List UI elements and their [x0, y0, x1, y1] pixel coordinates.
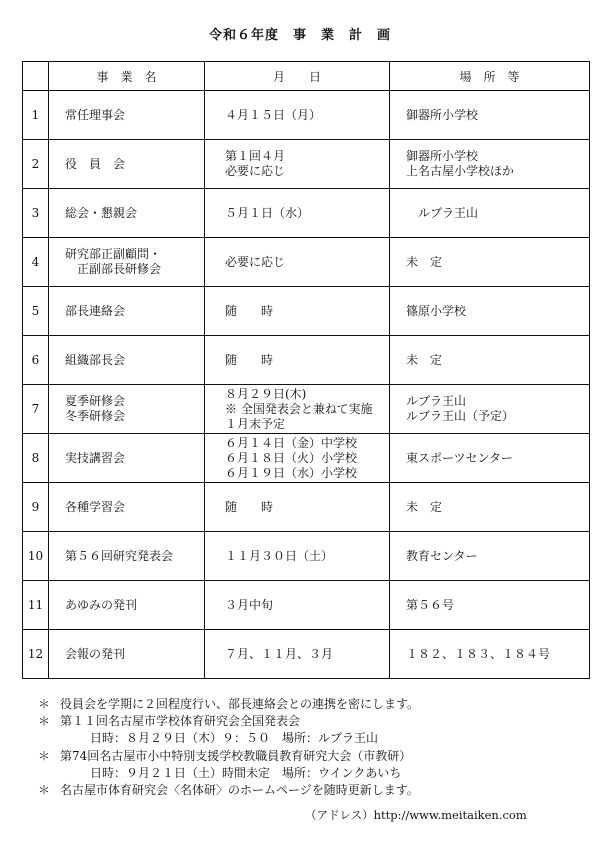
event-date — [205, 483, 390, 532]
event-name-line: 冬季研修会 — [65, 409, 126, 423]
header-event: 事 業 名 — [49, 62, 205, 91]
table-row — [23, 238, 590, 287]
event-name — [49, 189, 205, 238]
asterisk-icon: ＊ — [38, 697, 51, 711]
note-item — [38, 782, 419, 799]
event-name — [49, 434, 205, 483]
table-row — [23, 532, 590, 581]
row-number: 7 — [23, 385, 49, 434]
note-item — [38, 765, 419, 782]
event-place-line: １８２、１８３、１８４号 — [406, 646, 551, 661]
event-place — [390, 91, 590, 140]
table-body — [23, 91, 590, 679]
event-place — [390, 189, 590, 238]
row-number: 3 — [23, 189, 49, 238]
event-name — [49, 140, 205, 189]
event-name-line: 夏季研修会 — [65, 394, 126, 408]
event-place-line: ルブラ王山（予定） — [406, 409, 515, 423]
event-name-line: 総会・懇親会 — [65, 205, 138, 220]
event-place — [390, 238, 590, 287]
row-number: 5 — [23, 287, 49, 336]
event-place-line: 未 定 — [406, 352, 443, 367]
event-date-line: 随 時 — [225, 303, 274, 318]
event-place — [390, 581, 590, 630]
table-row — [23, 336, 590, 385]
notes-list — [38, 696, 419, 799]
event-date — [205, 336, 390, 385]
event-place-line: 第５６号 — [406, 597, 455, 612]
event-place-line: ルブラ王山 — [406, 394, 467, 408]
event-name-line: 会報の発刊 — [65, 646, 126, 661]
event-name-line: 研究部正副顧問・ — [65, 247, 162, 261]
event-name — [49, 238, 205, 287]
page-title: 令和６年度 事 業 計 画 — [208, 28, 391, 43]
event-name — [49, 483, 205, 532]
event-name — [49, 581, 205, 630]
event-place — [390, 483, 590, 532]
row-number: 12 — [23, 630, 49, 679]
event-place-line: 御器所小学校 — [406, 149, 479, 163]
website-address: （アドレス）http://www.meitaiken.com — [305, 808, 527, 822]
row-number: 1 — [23, 91, 49, 140]
event-name — [49, 532, 205, 581]
event-place-line: 御器所小学校 — [406, 107, 479, 122]
event-name-line: 正副部長研修会 — [65, 262, 162, 276]
event-place — [390, 336, 590, 385]
event-date — [205, 630, 390, 679]
event-place — [390, 532, 590, 581]
table-row — [23, 140, 590, 189]
event-date-line: ４月１５日（月） — [225, 107, 322, 122]
event-date-line: 随 時 — [225, 352, 274, 367]
table-row — [23, 630, 590, 679]
event-place — [390, 630, 590, 679]
event-place-line: 篠原小学校 — [406, 303, 467, 318]
note-text: 日時：９月２１日（土）時間未定 場所：ウインクあいち — [90, 765, 402, 780]
note-text: 第１１回名古屋市学校体育研究会全国発表会 — [60, 714, 301, 729]
table-row — [23, 434, 590, 483]
event-date-line: 必要に応じ — [225, 164, 286, 178]
row-number: 11 — [23, 581, 49, 630]
note-text: 日時：８月２９日（木）９：５０ 場所：ルブラ王山 — [90, 731, 379, 746]
row-number: 8 — [23, 434, 49, 483]
event-place — [390, 434, 590, 483]
event-date — [205, 385, 390, 434]
row-number: 9 — [23, 483, 49, 532]
table-row — [23, 581, 590, 630]
event-name-line: あゆみの発刊 — [65, 597, 138, 612]
table-row — [23, 189, 590, 238]
table-header-row — [23, 62, 590, 91]
event-name — [49, 630, 205, 679]
event-name-line: 第５６回研究発表会 — [65, 548, 174, 563]
note-text: 名古屋市体育研究会〈名体研〉のホームページを随時更新します。 — [60, 783, 419, 798]
header-date: 月 日 — [205, 62, 390, 91]
event-name-line: 組織部長会 — [65, 352, 126, 367]
event-date-line: ３月中旬 — [225, 597, 274, 612]
event-date-line: ※ 全国発表会と兼ねて実施 — [225, 401, 373, 416]
header-place: 場 所 等 — [390, 62, 590, 91]
note-item — [38, 696, 419, 713]
note-text: 役員会を学期に２回程度行い、部長連絡会との連携を密にします。 — [60, 697, 420, 711]
event-date-line: ８月２９日(木) — [225, 386, 307, 401]
event-date — [205, 581, 390, 630]
asterisk-icon: ＊ — [38, 783, 51, 798]
event-name — [49, 385, 205, 434]
table-row — [23, 287, 590, 336]
event-plan-table — [22, 61, 590, 679]
event-date — [205, 287, 390, 336]
event-date — [205, 189, 390, 238]
note-text: 第74回名古屋市小中特別支援学校教職員教育研究大会（市教研） — [60, 748, 412, 763]
table-row — [23, 483, 590, 532]
event-date — [205, 140, 390, 189]
event-date-line: ５月１日（水） — [225, 205, 310, 220]
event-place-line: 上名古屋小学校ほか — [406, 164, 515, 178]
event-date-line: ６月１８日（火）小学校 — [225, 450, 358, 465]
event-date-line: ６月１９日（水）小学校 — [225, 465, 358, 480]
asterisk-icon: ＊ — [38, 714, 51, 729]
event-place-line: 東スポーツセンター — [406, 450, 514, 465]
event-place-line: 教育センター — [406, 548, 478, 563]
event-date — [205, 238, 390, 287]
event-date-line: 必要に応じ — [225, 254, 286, 269]
row-number: 10 — [23, 532, 49, 581]
table-row — [23, 91, 590, 140]
event-place — [390, 140, 590, 189]
event-place — [390, 385, 590, 434]
note-item — [38, 748, 419, 765]
event-date — [205, 91, 390, 140]
event-date-line: 第１回４月 — [225, 149, 286, 163]
row-number: 2 — [23, 140, 49, 189]
event-date — [205, 434, 390, 483]
event-name-line: 各種学習会 — [65, 499, 126, 514]
event-place-line: 未 定 — [406, 499, 443, 514]
event-name-line: 常任理事会 — [65, 107, 126, 122]
event-place — [390, 287, 590, 336]
event-name-line: 実技講習会 — [65, 450, 126, 465]
event-date-line: １月末予定 — [225, 416, 286, 431]
event-date-line: 随 時 — [225, 499, 274, 514]
event-date-line: １１月３０日（土） — [225, 548, 334, 563]
event-date-line: ６月１４日（金）中学校 — [225, 435, 358, 450]
table-row — [23, 385, 590, 434]
event-name-line: 役 員 会 — [65, 156, 126, 171]
event-name — [49, 91, 205, 140]
header-number — [23, 62, 49, 91]
event-name — [49, 336, 205, 385]
event-date-line: ７月、１１月、３月 — [225, 646, 334, 661]
row-number: 4 — [23, 238, 49, 287]
asterisk-icon: ＊ — [38, 748, 51, 763]
event-name-line: 部長連絡会 — [65, 303, 126, 318]
event-name — [49, 287, 205, 336]
event-place-line: ルブラ王山 — [406, 205, 479, 220]
event-place-line: 未 定 — [406, 254, 443, 269]
note-item — [38, 713, 419, 730]
note-item — [38, 730, 419, 747]
event-date — [205, 532, 390, 581]
row-number: 6 — [23, 336, 49, 385]
